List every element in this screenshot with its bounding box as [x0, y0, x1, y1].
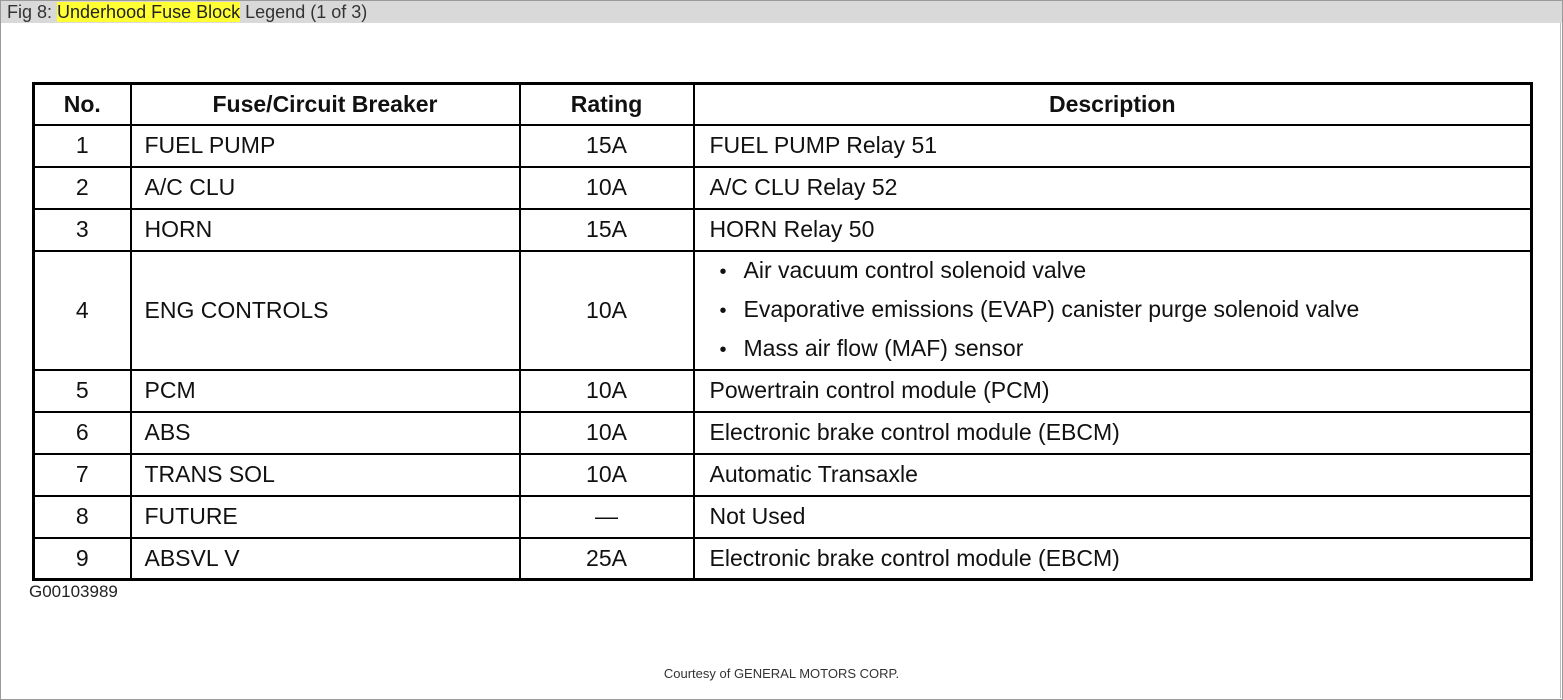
cell-fuse: FUEL PUMP [131, 125, 520, 167]
cell-fuse: ENG CONTROLS [131, 251, 520, 370]
table-row [34, 167, 1532, 209]
header-rating: Rating [520, 84, 694, 125]
cell-rating: 10A [520, 454, 694, 496]
cell-description [694, 251, 1532, 370]
bullet-icon: • [719, 299, 727, 322]
cell-fuse: PCM [131, 370, 520, 412]
cell-no: 8 [34, 496, 131, 538]
table-row [34, 538, 1532, 580]
list-item-text: Mass air flow (MAF) sensor [743, 334, 1024, 361]
cell-fuse: TRANS SOL [131, 454, 520, 496]
list-item-text: Evaporative emissions (EVAP) canister purge solenoid valve [743, 295, 1360, 322]
cell-fuse: HORN [131, 209, 520, 251]
cell-rating: 15A [520, 125, 694, 167]
cell-rating: 10A [520, 251, 694, 370]
cell-rating: 25A [520, 538, 694, 580]
description-bullet-list [695, 252, 1531, 369]
cell-description: Electronic brake control module (EBCM) [694, 538, 1532, 580]
table-row [34, 209, 1532, 251]
cell-rating: 15A [520, 209, 694, 251]
header-no: No. [34, 84, 131, 125]
cell-no: 4 [34, 251, 131, 370]
figure-title-suffix: Legend (1 of 3) [240, 2, 368, 22]
cell-fuse: ABSVL V [131, 538, 520, 580]
courtesy-credit: Courtesy of GENERAL MOTORS CORP. [663, 666, 900, 681]
fuse-legend-table [32, 82, 1533, 581]
table-header-row [34, 84, 1532, 125]
table-row [34, 454, 1532, 496]
header-fuse: Fuse/Circuit Breaker [131, 84, 520, 125]
table-row [34, 412, 1532, 454]
cell-no: 9 [34, 538, 131, 580]
cell-no: 2 [34, 167, 131, 209]
cell-fuse: FUTURE [131, 496, 520, 538]
figure-title-prefix: Fig 8: [7, 2, 58, 22]
table-row [34, 370, 1532, 412]
list-item-text: Air vacuum control solenoid valve [743, 256, 1087, 283]
list-item [720, 330, 1531, 369]
cell-fuse: ABS [131, 412, 520, 454]
cell-description: HORN Relay 50 [694, 209, 1532, 251]
cell-no: 7 [34, 454, 131, 496]
cell-rating: 10A [520, 370, 694, 412]
cell-fuse: A/C CLU [131, 167, 520, 209]
figure-title-bar [1, 1, 1562, 23]
cell-rating: 10A [520, 412, 694, 454]
cell-no: 1 [34, 125, 131, 167]
figure-id: G00103989 [29, 582, 118, 601]
cell-no: 6 [34, 412, 131, 454]
cell-rating: 10A [520, 167, 694, 209]
list-item [720, 252, 1531, 291]
cell-description: Automatic Transaxle [694, 454, 1532, 496]
bullet-icon: • [719, 338, 727, 361]
cell-description: Not Used [694, 496, 1532, 538]
page-right-rule [1560, 23, 1561, 698]
cell-no: 3 [34, 209, 131, 251]
cell-description: Powertrain control module (PCM) [694, 370, 1532, 412]
table-row [34, 496, 1532, 538]
bullet-icon: • [719, 260, 727, 283]
table-row [34, 125, 1532, 167]
figure-title-highlight: Underhood Fuse Block [57, 2, 241, 22]
cell-rating: — [520, 496, 694, 538]
list-item [720, 291, 1531, 330]
cell-no: 5 [34, 370, 131, 412]
header-description: Description [694, 84, 1532, 125]
table-row [34, 251, 1532, 370]
cell-description: A/C CLU Relay 52 [694, 167, 1532, 209]
cell-description: Electronic brake control module (EBCM) [694, 412, 1532, 454]
cell-description: FUEL PUMP Relay 51 [694, 125, 1532, 167]
